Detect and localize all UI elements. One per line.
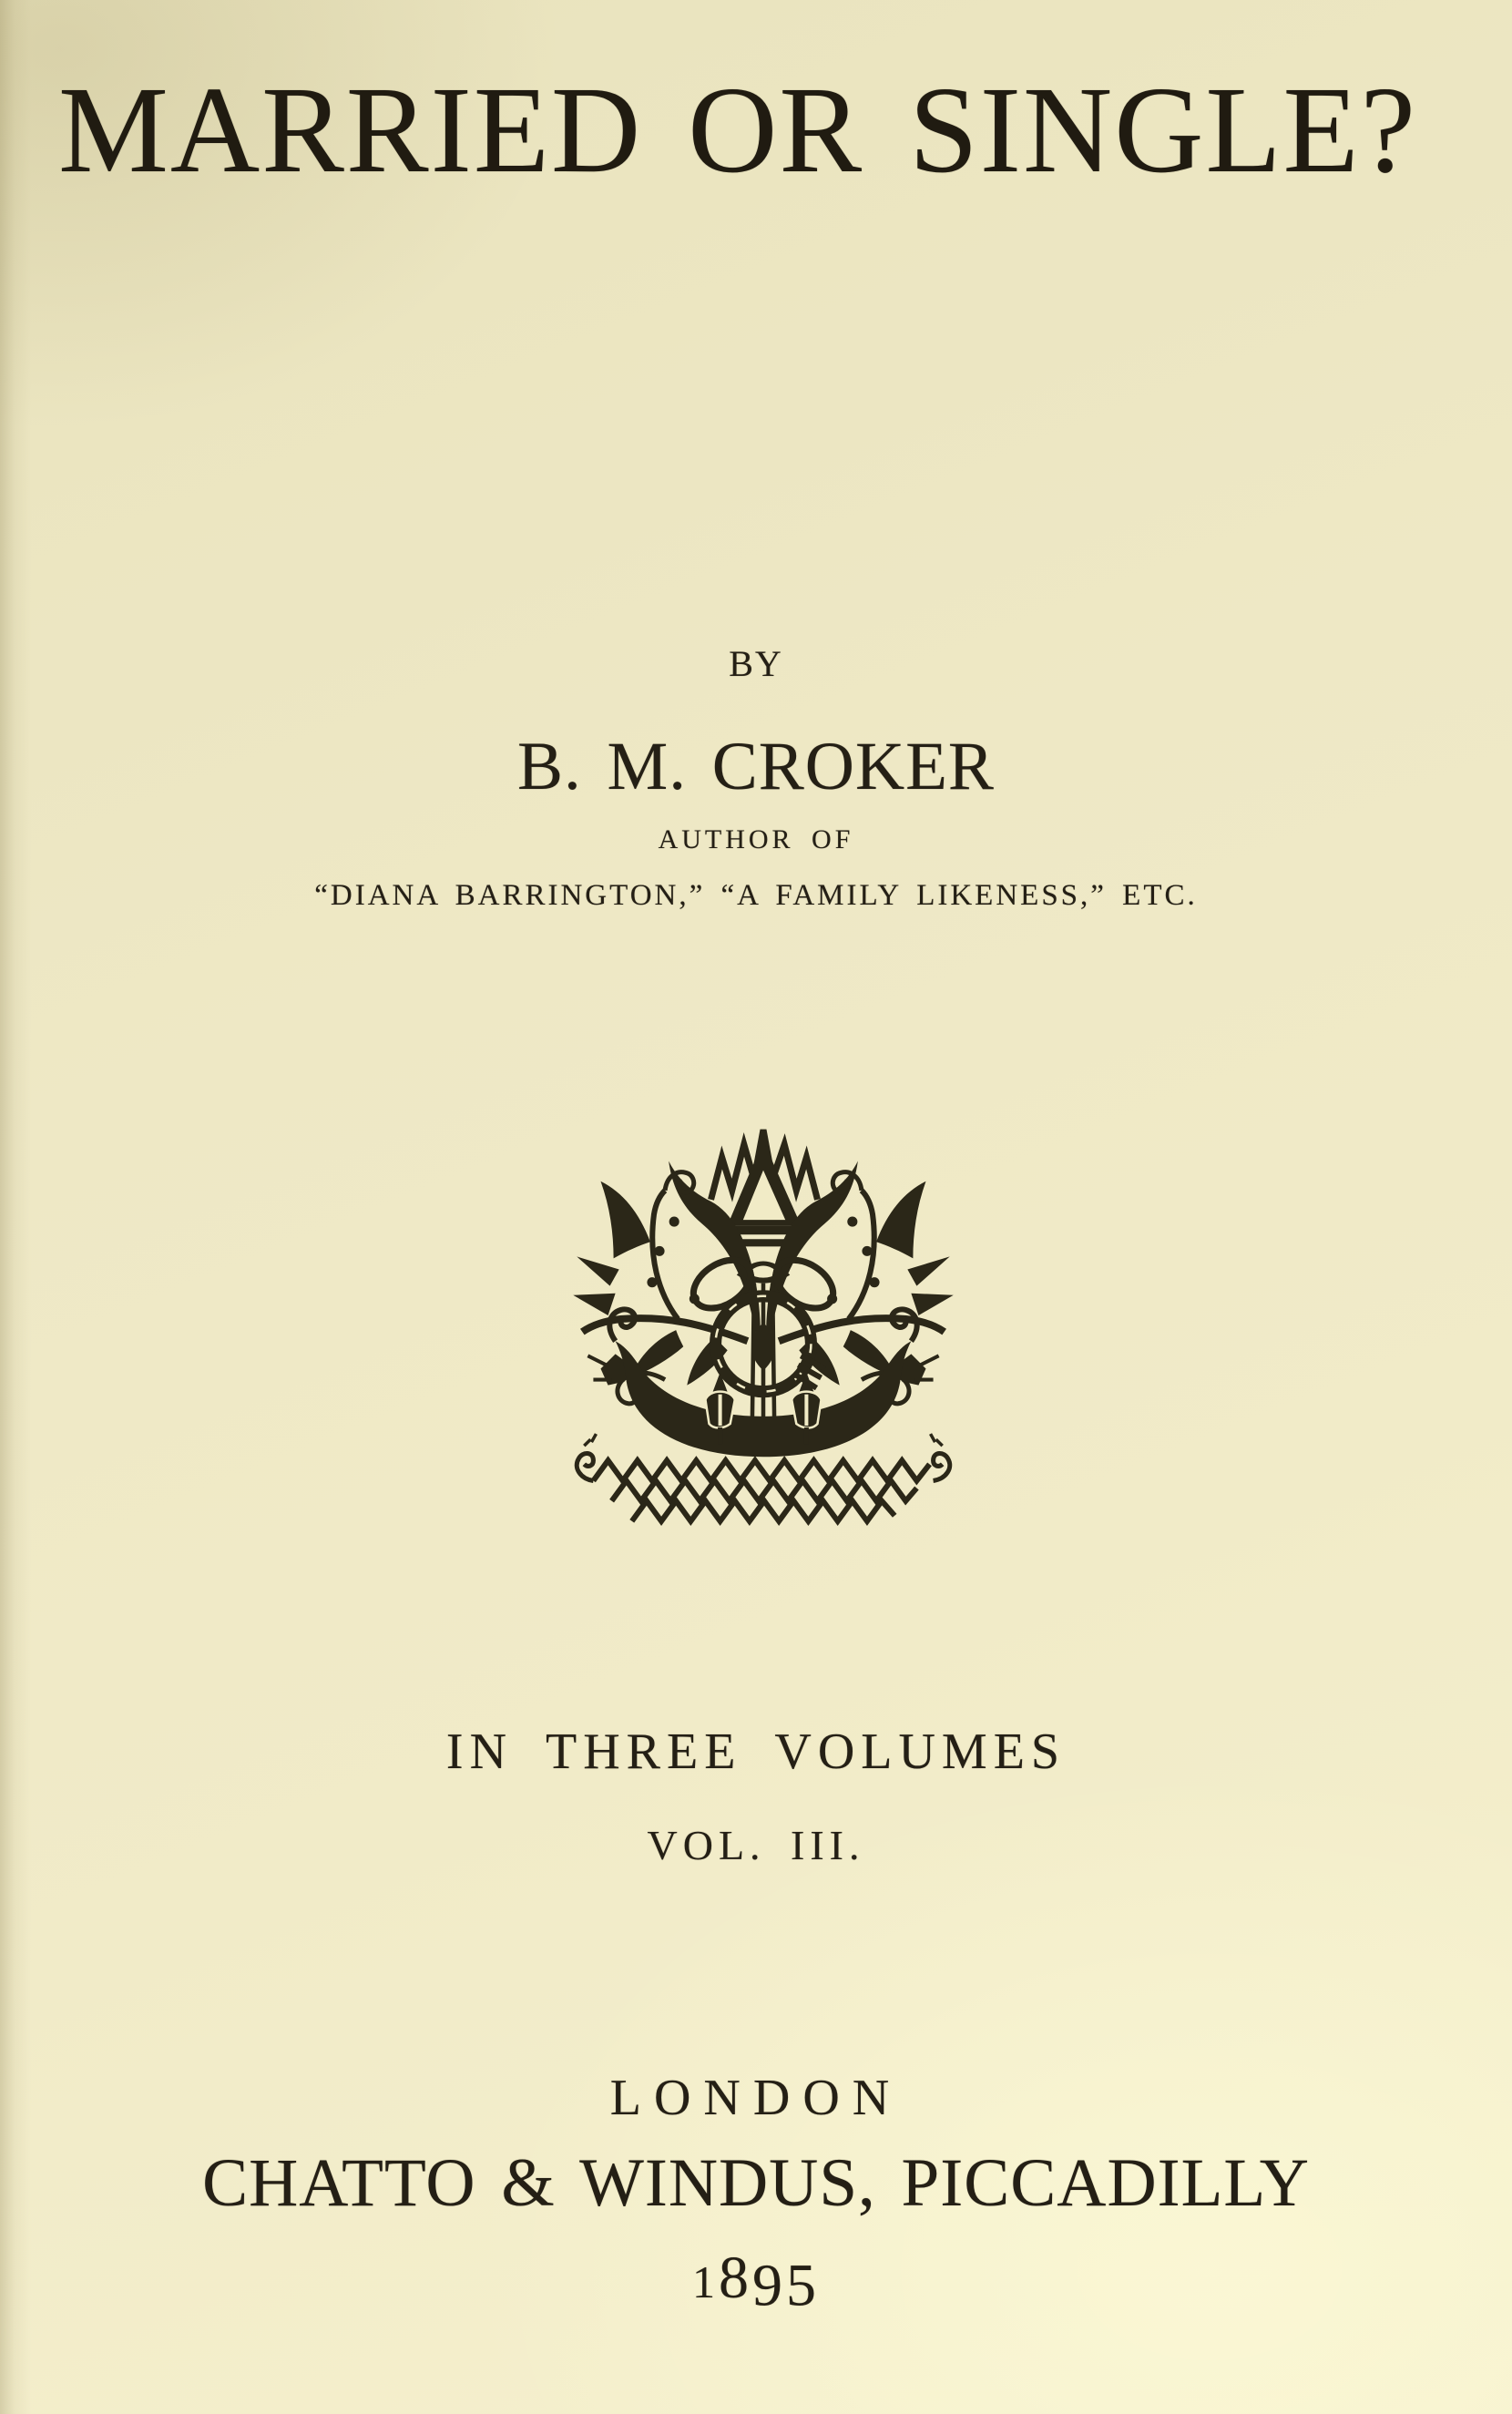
byline-label: BY <box>729 643 783 684</box>
author-of-label: AUTHOR OF <box>658 824 854 854</box>
imprint-city: LONDON <box>609 2070 903 2126</box>
publisher-device-ornament <box>565 1104 962 1536</box>
imprint-year: 1895 <box>691 2245 821 2319</box>
book-title: MARRIED OR SINGLE? <box>58 62 1417 199</box>
author-works: “DIANA BARRINGTON,” “A FAMILY LIKENESS,” ETC. <box>314 879 1198 912</box>
author-name: B. M. CROKER <box>517 729 995 804</box>
volume-number: VOL. III. <box>647 1822 865 1868</box>
volumes-line: IN THREE VOLUMES <box>445 1724 1067 1780</box>
imprint-publisher: CHATTO & WINDUS, PICCADILLY <box>202 2145 1310 2221</box>
